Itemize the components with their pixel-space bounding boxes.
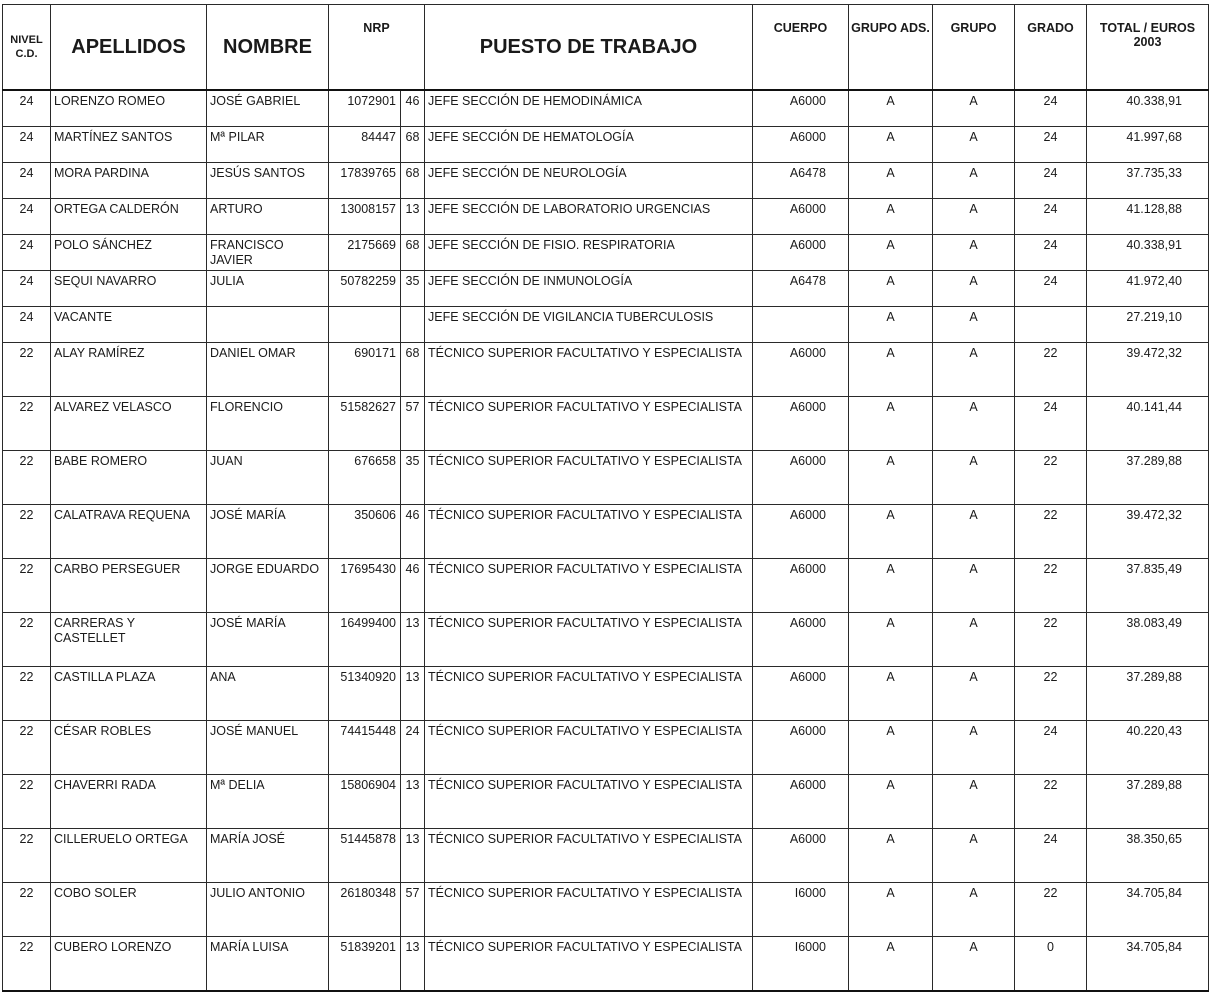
cell-grupo: A (933, 937, 1015, 992)
document-sheet (2, 4, 1208, 964)
cell-nrp-code: 57 (401, 883, 425, 937)
cell-nrp: 51839201 (329, 937, 401, 992)
cell-nrp: 1072901 (329, 90, 401, 127)
cell-nrp-code: 13 (401, 775, 425, 829)
cell-total: 39.472,32 (1087, 505, 1209, 559)
cell-cuerpo: A6000 (753, 397, 849, 451)
cell-nrp: 84447 (329, 127, 401, 163)
cell-grado: 24 (1015, 163, 1087, 199)
cell-cuerpo: A6000 (753, 343, 849, 397)
cell-total: 41.997,68 (1087, 127, 1209, 163)
cell-cuerpo: A6000 (753, 505, 849, 559)
cell-nrp-code: 46 (401, 559, 425, 613)
header-nivel: NIVEL C.D. (3, 5, 51, 91)
cell-total: 39.472,32 (1087, 343, 1209, 397)
header-puesto: PUESTO DE TRABAJO (425, 5, 753, 91)
cell-puesto: JEFE SECCIÓN DE HEMATOLOGÍA (425, 127, 753, 163)
table-row (3, 613, 1209, 667)
cell-nivel: 22 (3, 613, 51, 667)
cell-nrp: 2175669 (329, 235, 401, 271)
cell-grado: 24 (1015, 90, 1087, 127)
cell-grupo-ads: A (849, 667, 933, 721)
cell-total: 37.835,49 (1087, 559, 1209, 613)
cell-nivel: 22 (3, 829, 51, 883)
table-row (3, 937, 1209, 992)
cell-grupo-ads: A (849, 199, 933, 235)
table-row (3, 721, 1209, 775)
cell-apellidos: POLO SÁNCHEZ (51, 235, 207, 271)
header-grupo-ads: GRUPO ADS. (849, 5, 933, 91)
cell-grado (1015, 307, 1087, 343)
cell-nombre: ARTURO (207, 199, 329, 235)
cell-apellidos: LORENZO ROMEO (51, 90, 207, 127)
cell-puesto: TÉCNICO SUPERIOR FACULTATIVO Y ESPECIALISTA (425, 937, 753, 992)
cell-nrp-code: 46 (401, 90, 425, 127)
cell-nrp-code: 13 (401, 829, 425, 883)
cell-grupo: A (933, 883, 1015, 937)
table-row (3, 163, 1209, 199)
cell-grupo-ads: A (849, 163, 933, 199)
cell-grupo: A (933, 613, 1015, 667)
cell-grupo-ads: A (849, 90, 933, 127)
table-row (3, 829, 1209, 883)
cell-cuerpo: A6000 (753, 613, 849, 667)
cell-grupo: A (933, 271, 1015, 307)
cell-nrp: 17839765 (329, 163, 401, 199)
cell-cuerpo: A6000 (753, 199, 849, 235)
cell-grupo: A (933, 505, 1015, 559)
cell-nrp-code: 35 (401, 271, 425, 307)
cell-grado: 24 (1015, 199, 1087, 235)
cell-nrp-code: 13 (401, 613, 425, 667)
table-row (3, 199, 1209, 235)
cell-nrp-code: 68 (401, 163, 425, 199)
cell-grupo: A (933, 451, 1015, 505)
cell-grado: 22 (1015, 883, 1087, 937)
cell-nivel: 24 (3, 199, 51, 235)
cell-nombre: Mª DELIA (207, 775, 329, 829)
table-row (3, 235, 1209, 271)
cell-apellidos: COBO SOLER (51, 883, 207, 937)
cell-nivel: 22 (3, 343, 51, 397)
cell-nivel: 22 (3, 775, 51, 829)
cell-apellidos: CUBERO LORENZO (51, 937, 207, 992)
cell-total: 34.705,84 (1087, 937, 1209, 992)
cell-grado: 24 (1015, 235, 1087, 271)
cell-grupo-ads: A (849, 937, 933, 992)
cell-apellidos: ALVAREZ VELASCO (51, 397, 207, 451)
cell-cuerpo: A6000 (753, 235, 849, 271)
cell-nombre: JOSÉ MARÍA (207, 505, 329, 559)
cell-grupo: A (933, 775, 1015, 829)
cell-nrp-code: 68 (401, 235, 425, 271)
cell-cuerpo (753, 307, 849, 343)
cell-nivel: 22 (3, 397, 51, 451)
cell-nivel: 22 (3, 937, 51, 992)
cell-cuerpo: A6000 (753, 90, 849, 127)
cell-apellidos: VACANTE (51, 307, 207, 343)
cell-nrp: 690171 (329, 343, 401, 397)
cell-nivel: 22 (3, 451, 51, 505)
cell-grupo: A (933, 163, 1015, 199)
cell-grupo-ads: A (849, 559, 933, 613)
header-cuerpo: CUERPO (753, 5, 849, 91)
cell-cuerpo: A6000 (753, 559, 849, 613)
cell-nombre: ANA (207, 667, 329, 721)
cell-nombre: JORGE EDUARDO (207, 559, 329, 613)
cell-nombre: JOSÉ GABRIEL (207, 90, 329, 127)
table-row (3, 307, 1209, 343)
cell-cuerpo: A6478 (753, 271, 849, 307)
cell-apellidos: CARRERAS Y CASTELLET (51, 613, 207, 667)
cell-grupo-ads: A (849, 271, 933, 307)
cell-nrp: 26180348 (329, 883, 401, 937)
cell-nrp: 17695430 (329, 559, 401, 613)
cell-puesto: JEFE SECCIÓN DE LABORATORIO URGENCIAS (425, 199, 753, 235)
cell-nivel: 24 (3, 235, 51, 271)
cell-grupo: A (933, 199, 1015, 235)
cell-total: 40.338,91 (1087, 235, 1209, 271)
cell-grado: 24 (1015, 721, 1087, 775)
header-total: TOTAL / EUROS 2003 (1087, 5, 1209, 91)
cell-nivel: 24 (3, 307, 51, 343)
cell-puesto: TÉCNICO SUPERIOR FACULTATIVO Y ESPECIALISTA (425, 829, 753, 883)
cell-nivel: 22 (3, 883, 51, 937)
cell-puesto: TÉCNICO SUPERIOR FACULTATIVO Y ESPECIALISTA (425, 667, 753, 721)
cell-grupo-ads: A (849, 883, 933, 937)
cell-apellidos: ORTEGA CALDERÓN (51, 199, 207, 235)
cell-grupo-ads: A (849, 343, 933, 397)
cell-nrp-code: 35 (401, 451, 425, 505)
cell-grupo-ads: A (849, 829, 933, 883)
staff-table (2, 4, 1209, 992)
cell-nrp: 16499400 (329, 613, 401, 667)
table-row (3, 127, 1209, 163)
cell-grupo: A (933, 343, 1015, 397)
table-row (3, 505, 1209, 559)
cell-grupo: A (933, 667, 1015, 721)
cell-puesto: JEFE SECCIÓN DE NEUROLOGÍA (425, 163, 753, 199)
cell-nrp: 51340920 (329, 667, 401, 721)
cell-nrp-code: 24 (401, 721, 425, 775)
header-grupo: GRUPO (933, 5, 1015, 91)
cell-grado: 22 (1015, 343, 1087, 397)
table-row (3, 343, 1209, 397)
cell-nrp: 50782259 (329, 271, 401, 307)
cell-grupo: A (933, 829, 1015, 883)
cell-cuerpo: I6000 (753, 883, 849, 937)
cell-nrp: 13008157 (329, 199, 401, 235)
cell-cuerpo: A6478 (753, 163, 849, 199)
cell-nombre: JOSÉ MANUEL (207, 721, 329, 775)
cell-nrp-code: 13 (401, 199, 425, 235)
cell-grado: 24 (1015, 271, 1087, 307)
cell-apellidos: CÉSAR ROBLES (51, 721, 207, 775)
cell-apellidos: MARTÍNEZ SANTOS (51, 127, 207, 163)
cell-grado: 22 (1015, 505, 1087, 559)
cell-puesto: TÉCNICO SUPERIOR FACULTATIVO Y ESPECIALISTA (425, 721, 753, 775)
cell-grado: 22 (1015, 451, 1087, 505)
cell-grupo: A (933, 397, 1015, 451)
cell-grado: 24 (1015, 829, 1087, 883)
cell-grupo: A (933, 235, 1015, 271)
cell-total: 41.128,88 (1087, 199, 1209, 235)
cell-total: 27.219,10 (1087, 307, 1209, 343)
cell-grado: 22 (1015, 667, 1087, 721)
table-row (3, 667, 1209, 721)
cell-nombre: JUAN (207, 451, 329, 505)
cell-nivel: 24 (3, 271, 51, 307)
cell-cuerpo: A6000 (753, 721, 849, 775)
cell-grupo-ads: A (849, 451, 933, 505)
cell-nombre: FRANCISCO JAVIER (207, 235, 329, 271)
cell-nivel: 24 (3, 163, 51, 199)
cell-puesto: TÉCNICO SUPERIOR FACULTATIVO Y ESPECIALISTA (425, 775, 753, 829)
cell-cuerpo: A6000 (753, 451, 849, 505)
cell-total: 34.705,84 (1087, 883, 1209, 937)
header-apellidos: APELLIDOS (51, 5, 207, 91)
cell-cuerpo: I6000 (753, 937, 849, 992)
cell-nrp: 51445878 (329, 829, 401, 883)
cell-puesto: JEFE SECCIÓN DE HEMODINÁMICA (425, 90, 753, 127)
cell-grado: 22 (1015, 559, 1087, 613)
cell-puesto: TÉCNICO SUPERIOR FACULTATIVO Y ESPECIALISTA (425, 613, 753, 667)
cell-puesto: TÉCNICO SUPERIOR FACULTATIVO Y ESPECIALISTA (425, 883, 753, 937)
cell-nrp-code: 57 (401, 397, 425, 451)
cell-apellidos: BABE ROMERO (51, 451, 207, 505)
cell-grupo-ads: A (849, 127, 933, 163)
table-row (3, 271, 1209, 307)
cell-total: 41.972,40 (1087, 271, 1209, 307)
cell-total: 37.289,88 (1087, 451, 1209, 505)
cell-grado: 24 (1015, 127, 1087, 163)
cell-cuerpo: A6000 (753, 127, 849, 163)
cell-grupo-ads: A (849, 397, 933, 451)
header-grado: GRADO (1015, 5, 1087, 91)
cell-grupo-ads: A (849, 235, 933, 271)
cell-nivel: 22 (3, 505, 51, 559)
cell-nivel: 22 (3, 667, 51, 721)
cell-puesto: TÉCNICO SUPERIOR FACULTATIVO Y ESPECIALISTA (425, 451, 753, 505)
cell-apellidos: CHAVERRI RADA (51, 775, 207, 829)
cell-puesto: TÉCNICO SUPERIOR FACULTATIVO Y ESPECIALISTA (425, 559, 753, 613)
cell-apellidos: CARBO PERSEGUER (51, 559, 207, 613)
cell-nrp-code: 68 (401, 343, 425, 397)
cell-grupo: A (933, 307, 1015, 343)
cell-grado: 22 (1015, 775, 1087, 829)
cell-nombre: MARÍA LUISA (207, 937, 329, 992)
cell-apellidos: CILLERUELO ORTEGA (51, 829, 207, 883)
cell-grupo-ads: A (849, 775, 933, 829)
cell-grupo-ads: A (849, 721, 933, 775)
cell-total: 38.350,65 (1087, 829, 1209, 883)
cell-cuerpo: A6000 (753, 667, 849, 721)
cell-nrp: 676658 (329, 451, 401, 505)
cell-grupo: A (933, 127, 1015, 163)
cell-grado: 0 (1015, 937, 1087, 992)
table-row (3, 775, 1209, 829)
table-row (3, 90, 1209, 127)
cell-nombre: JESÚS SANTOS (207, 163, 329, 199)
cell-nivel: 22 (3, 721, 51, 775)
cell-cuerpo: A6000 (753, 775, 849, 829)
cell-total: 37.289,88 (1087, 667, 1209, 721)
cell-nrp: 15806904 (329, 775, 401, 829)
cell-total: 37.289,88 (1087, 775, 1209, 829)
cell-nombre: Mª PILAR (207, 127, 329, 163)
cell-nrp: 74415448 (329, 721, 401, 775)
cell-grupo-ads: A (849, 505, 933, 559)
cell-nombre: JULIO ANTONIO (207, 883, 329, 937)
cell-nombre: JOSÉ MARÍA (207, 613, 329, 667)
header-row (3, 5, 1209, 91)
cell-grupo: A (933, 721, 1015, 775)
cell-nrp-code: 68 (401, 127, 425, 163)
cell-nombre: FLORENCIO (207, 397, 329, 451)
cell-total: 37.735,33 (1087, 163, 1209, 199)
cell-nombre (207, 307, 329, 343)
table-row (3, 559, 1209, 613)
cell-apellidos: SEQUI NAVARRO (51, 271, 207, 307)
header-nombre: NOMBRE (207, 5, 329, 91)
cell-cuerpo: A6000 (753, 829, 849, 883)
cell-grado: 24 (1015, 397, 1087, 451)
cell-grupo: A (933, 90, 1015, 127)
cell-total: 40.220,43 (1087, 721, 1209, 775)
cell-nombre: DANIEL OMAR (207, 343, 329, 397)
cell-grupo-ads: A (849, 613, 933, 667)
cell-nrp-code: 46 (401, 505, 425, 559)
cell-nrp (329, 307, 401, 343)
cell-nrp-code (401, 307, 425, 343)
cell-nrp-code: 13 (401, 667, 425, 721)
table-row (3, 883, 1209, 937)
cell-grado: 22 (1015, 613, 1087, 667)
cell-total: 38.083,49 (1087, 613, 1209, 667)
table-body (3, 90, 1209, 991)
table-row (3, 451, 1209, 505)
cell-nivel: 22 (3, 559, 51, 613)
cell-puesto: JEFE SECCIÓN DE INMUNOLOGÍA (425, 271, 753, 307)
cell-nivel: 24 (3, 90, 51, 127)
cell-nombre: JULIA (207, 271, 329, 307)
cell-nombre: MARÍA JOSÉ (207, 829, 329, 883)
cell-puesto: JEFE SECCIÓN DE FISIO. RESPIRATORIA (425, 235, 753, 271)
cell-apellidos: ALAY RAMÍREZ (51, 343, 207, 397)
cell-total: 40.338,91 (1087, 90, 1209, 127)
cell-grupo: A (933, 559, 1015, 613)
header-nrp: NRP (329, 5, 425, 91)
cell-apellidos: MORA PARDINA (51, 163, 207, 199)
table-row (3, 397, 1209, 451)
cell-nrp: 350606 (329, 505, 401, 559)
cell-nrp-code: 13 (401, 937, 425, 992)
cell-nrp: 51582627 (329, 397, 401, 451)
cell-puesto: TÉCNICO SUPERIOR FACULTATIVO Y ESPECIALISTA (425, 397, 753, 451)
cell-apellidos: CALATRAVA REQUENA (51, 505, 207, 559)
cell-puesto: JEFE SECCIÓN DE VIGILANCIA TUBERCULOSIS (425, 307, 753, 343)
cell-apellidos: CASTILLA PLAZA (51, 667, 207, 721)
cell-total: 40.141,44 (1087, 397, 1209, 451)
cell-nivel: 24 (3, 127, 51, 163)
cell-grupo-ads: A (849, 307, 933, 343)
cell-puesto: TÉCNICO SUPERIOR FACULTATIVO Y ESPECIALISTA (425, 343, 753, 397)
cell-puesto: TÉCNICO SUPERIOR FACULTATIVO Y ESPECIALISTA (425, 505, 753, 559)
